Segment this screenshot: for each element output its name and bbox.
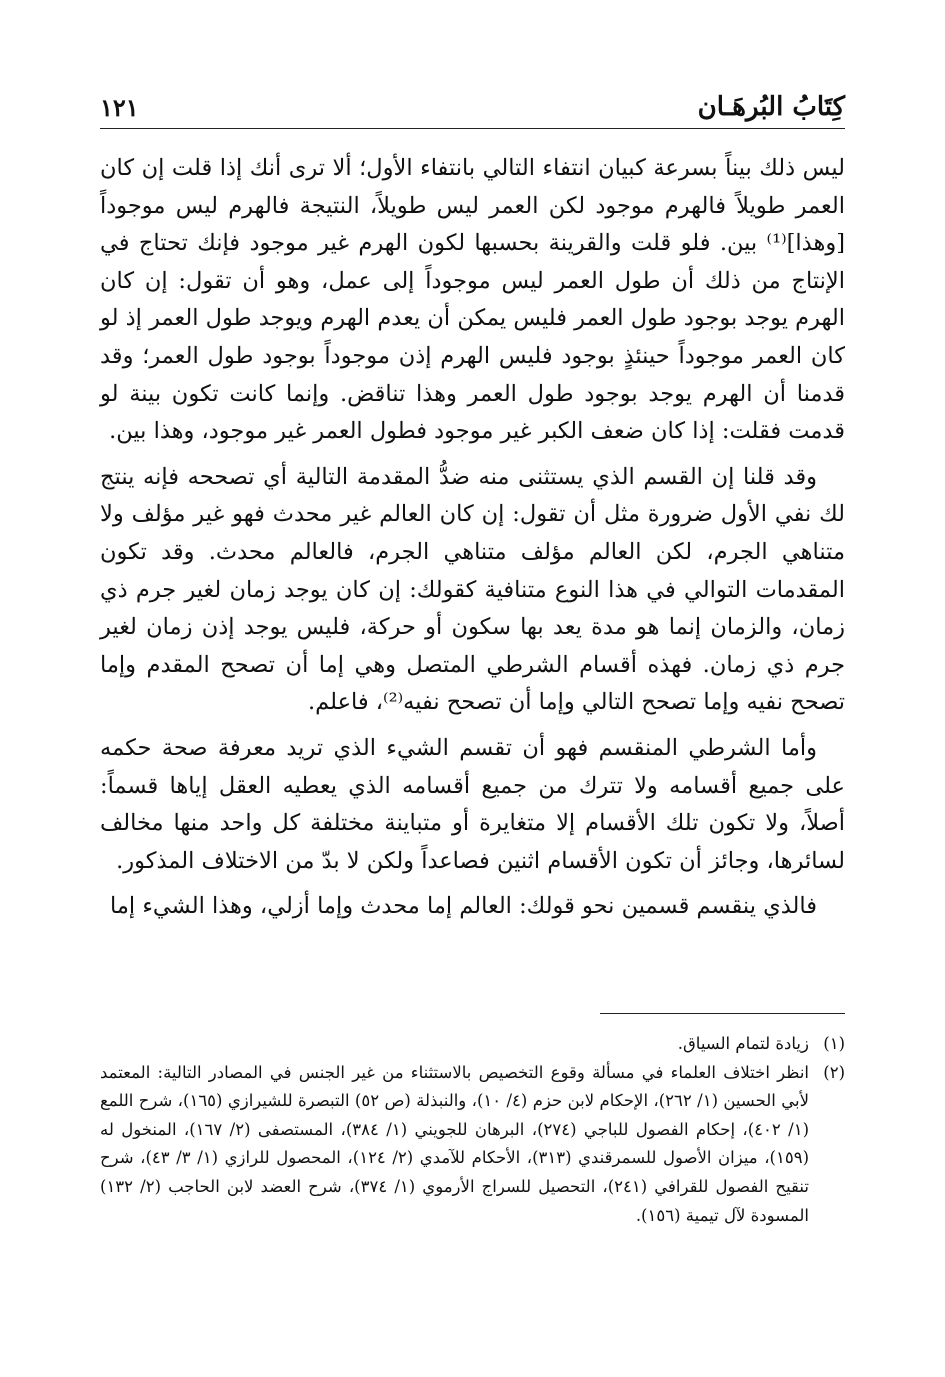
- footnote-number: (١): [823, 1034, 845, 1053]
- footnote: [100, 1030, 845, 1059]
- paragraph: وقد قلنا إن القسم الذي يستثنى منه ضدُّ المقدمة التالية أي تصححه فإنه ينتج لك نفي الأول ضرورة مثل أن تقول: إن كان العالم غير محدث فهو غير مؤلف ولا متناهي الجرم، لكن العالم مؤلف متناهي الجرم، فالعالم محدث. وقد تكون المقدمات التوالي في هذا النوع متنافية كقولك: إن كان يوجد زمان لغير جرم ذي زمان، والزمان إنما هو مدة يعد بها سكون أو حركة، فليس يوجد إذن زمان لغير جرم ذي زمان. فهذه أقسام الشرطي المتصل وهي إما أن تصحح المقدم وإما تصحح نفيه وإما تصحح التالي وإما أن تصحح نفيه⁽²⁾، فاعلم.: [100, 463, 845, 716]
- paragraph: وأما الشرطي المنقسم فهو أن تقسم الشيء الذي تريد معرفة صحة حكمه على جميع أقسامه ولا تترك من جميع أقسامه الذي يعطيه العقل إياها قسماً: أصلاً، ولا تكون تلك الأقسام إلا متغايرة أو متباينة مختلفة كل واحد منها مخالف لسائرها، وجائز أن تكون الأقسام اثنين فصاعداً ولكن لا بدّ من الاختلاف المذكور.: [100, 734, 845, 874]
- footnote-text: زيادة لتمام السياق.: [677, 1034, 809, 1053]
- page-number: ١٢١: [100, 93, 139, 122]
- paragraph: ليس ذلك بيناً بسرعة كبيان انتفاء التالي بانتفاء الأول؛ ألا ترى أنك إذا قلت إن كان العمر طويلاً فالهرم موجود لكن العمر ليس طويلاً، النتيجة فالهرم ليس موجوداً [وهذا]⁽¹⁾ بين. فلو قلت والقرينة بحسبها لكون الهرم غير موجود فإنك تحتاج في الإنتاج من ذلك أن طول العمر ليس موجوداً إلى عمل، وهو أن تقول: إن كان الهرم يوجد بوجود طول العمر فليس يمكن أن يعدم الهرم ويوجد طول العمر إذ لو كان العمر موجوداً حينئذٍ بوجود فليس الهرم إذن موجوداً بوجود طول العمر؛ وقد قدمنا أن الهرم يوجد بوجود طول العمر وهذا تناقض. وإنما كانت تكون بينة لو قدمت فقلت: إذا كان ضعف الكبر غير موجود فطول العمر غير موجود، وهذا بين.: [100, 155, 845, 445]
- book-title: كِتَابُ البُرهَـان: [697, 92, 845, 122]
- paragraph: فالذي ينقسم قسمين نحو قولك: العالم إما محدث وإما أزلي، وهذا الشيء إما: [110, 893, 817, 920]
- footnote-number: (٢): [823, 1062, 845, 1082]
- page-header: [100, 88, 845, 129]
- footnote: [100, 1059, 845, 1231]
- body-text: [100, 150, 845, 934]
- footnote-text: انظر اختلاف العلماء في مسألة وقوع التخصيص بالاستثناء من غير الجنس في المصادر التالية: المعتمد لأبي الحسين (١/ ٢٦٢)، الإحكام لابن حزم (٤/ ١٠)، والنبذلة (ص ٥٢) التبصرة للشيرازي (١٦٥)، شرح اللمع (١/ ٤٠٢)، إحكام الفصول للباجي (٢٧٤)، البرهان للجويني (١/ ٣٨٤)، المستصفى (٢/ ١٦٧)، المنخول له (١٥٩)، ميزان الأصول للسمرقندي (٣١٣)، الأحكام للآمدي (٢/ ١٢٤)، المحصول للرازي (١/ ٣/ ٤٣)، شرح تنقيح الفصول للقرافي (٢٤١)، التحصيل للسراج الأرموي (١/ ٣٧٤)، شرح العضد لابن الحاجب (٢/ ١٣٢) المسودة لآل تيمية (١٥٦).: [100, 1062, 810, 1225]
- footnote-separator: [600, 1013, 845, 1014]
- footnotes: [100, 1030, 845, 1230]
